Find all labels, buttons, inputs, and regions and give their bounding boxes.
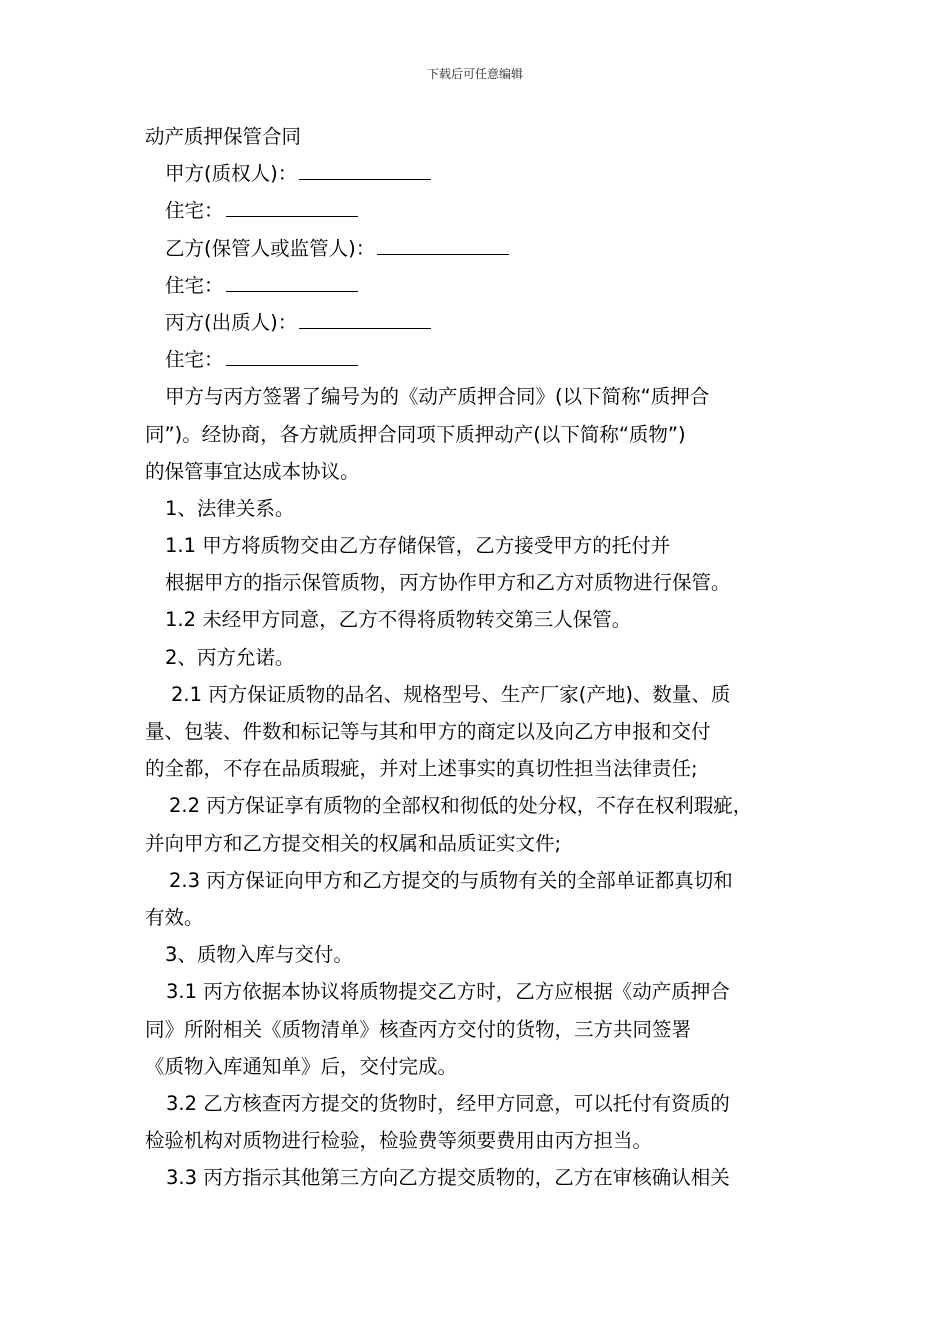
page-header-note: 下载后可任意编辑 <box>426 67 523 81</box>
document-title: 动产质押保管合同 <box>145 125 302 148</box>
paragraph-line: 1.2 未经甲方同意，乙方不得将质物转交第三人保管。 <box>165 608 632 632</box>
party-a-address-line <box>145 192 810 229</box>
paragraph-line: 甲方与丙方签署了编号为的《动产质押合同》(以下简称“质押合 <box>165 385 710 409</box>
paragraph-line: 同”)。经协商，各方就质押合同项下质押动产(以下简称“质物”) <box>145 422 686 446</box>
paragraph-line: 的保管事宜达成本协议。 <box>145 459 360 483</box>
party-b-address-line <box>145 267 810 304</box>
party-b-address-label: 住宅： <box>165 273 224 297</box>
party-a-label: 甲方(质权人)： <box>165 162 298 186</box>
party-c-address-label: 住宅： <box>165 348 224 372</box>
paragraph-line: 量、包装、件数和标记等与其和甲方的商定以及向乙方申报和交付 <box>145 720 711 743</box>
paragraph-line: 同》所附相关《质物清单》核查丙方交付的货物，三方共同签署 <box>145 1017 692 1041</box>
paragraph-line: 并向甲方和乙方提交相关的权属和品质证实文件; <box>145 831 562 855</box>
party-a-address-label: 住宅： <box>165 199 224 223</box>
party-a-address-blank <box>226 215 358 217</box>
section-heading: 2、丙方允诺。 <box>165 645 295 669</box>
party-a-line <box>145 155 810 192</box>
paragraph-line: 2.1 丙方保证质物的品名、规格型号、生产厂家(产地)、数量、质 <box>171 682 731 706</box>
paragraph-line: 检验机构对质物进行检验，检验费等须要费用由丙方担当。 <box>145 1129 653 1153</box>
party-c-blank <box>299 327 431 329</box>
paragraph-line: 2.3 丙方保证向甲方和乙方提交的与质物有关的全部单证都真切和 <box>169 868 733 892</box>
party-b-label: 乙方(保管人或监管人)： <box>165 236 376 260</box>
paragraph-line: 3.2 乙方核查丙方提交的货物时，经甲方同意，可以托付有资质的 <box>166 1091 730 1115</box>
section-heading: 1、法律关系。 <box>165 496 295 520</box>
party-b-line <box>145 230 810 267</box>
paragraph-line: 3.3 丙方指示其他第三方向乙方提交质物的，乙方在审核确认相关 <box>166 1166 730 1190</box>
paragraph-line: 2.2 丙方保证享有质物的全部权和彻低的处分权，不存在权利瑕疵， <box>169 794 753 818</box>
party-c-address-blank <box>226 364 358 366</box>
section-heading: 3、质物入库与交付。 <box>165 943 353 967</box>
party-b-address-blank <box>226 290 358 292</box>
party-c-label: 丙方(出质人)： <box>165 310 298 334</box>
party-a-blank <box>299 178 431 180</box>
party-b-blank <box>377 253 509 255</box>
party-c-line <box>145 304 810 341</box>
party-c-address-line <box>145 341 810 378</box>
paragraph-line: 根据甲方的指示保管质物，丙方协作甲方和乙方对质物进行保管。 <box>165 571 731 595</box>
paragraph-line: 1.1 甲方将质物交由乙方存储保管，乙方接受甲方的托付并 <box>165 534 671 558</box>
contract-body <box>145 118 810 1196</box>
paragraph-line: 3.1 丙方依据本协议将质物提交乙方时，乙方应根据《动产质押合 <box>166 980 730 1004</box>
paragraph-line: 有效。 <box>145 905 204 929</box>
paragraph-line: 《质物入库通知单》后，交付完成。 <box>145 1054 458 1078</box>
paragraph-line: 的全都，不存在品质瑕疵，并对上述事实的真切性担当法律责任; <box>145 757 698 781</box>
